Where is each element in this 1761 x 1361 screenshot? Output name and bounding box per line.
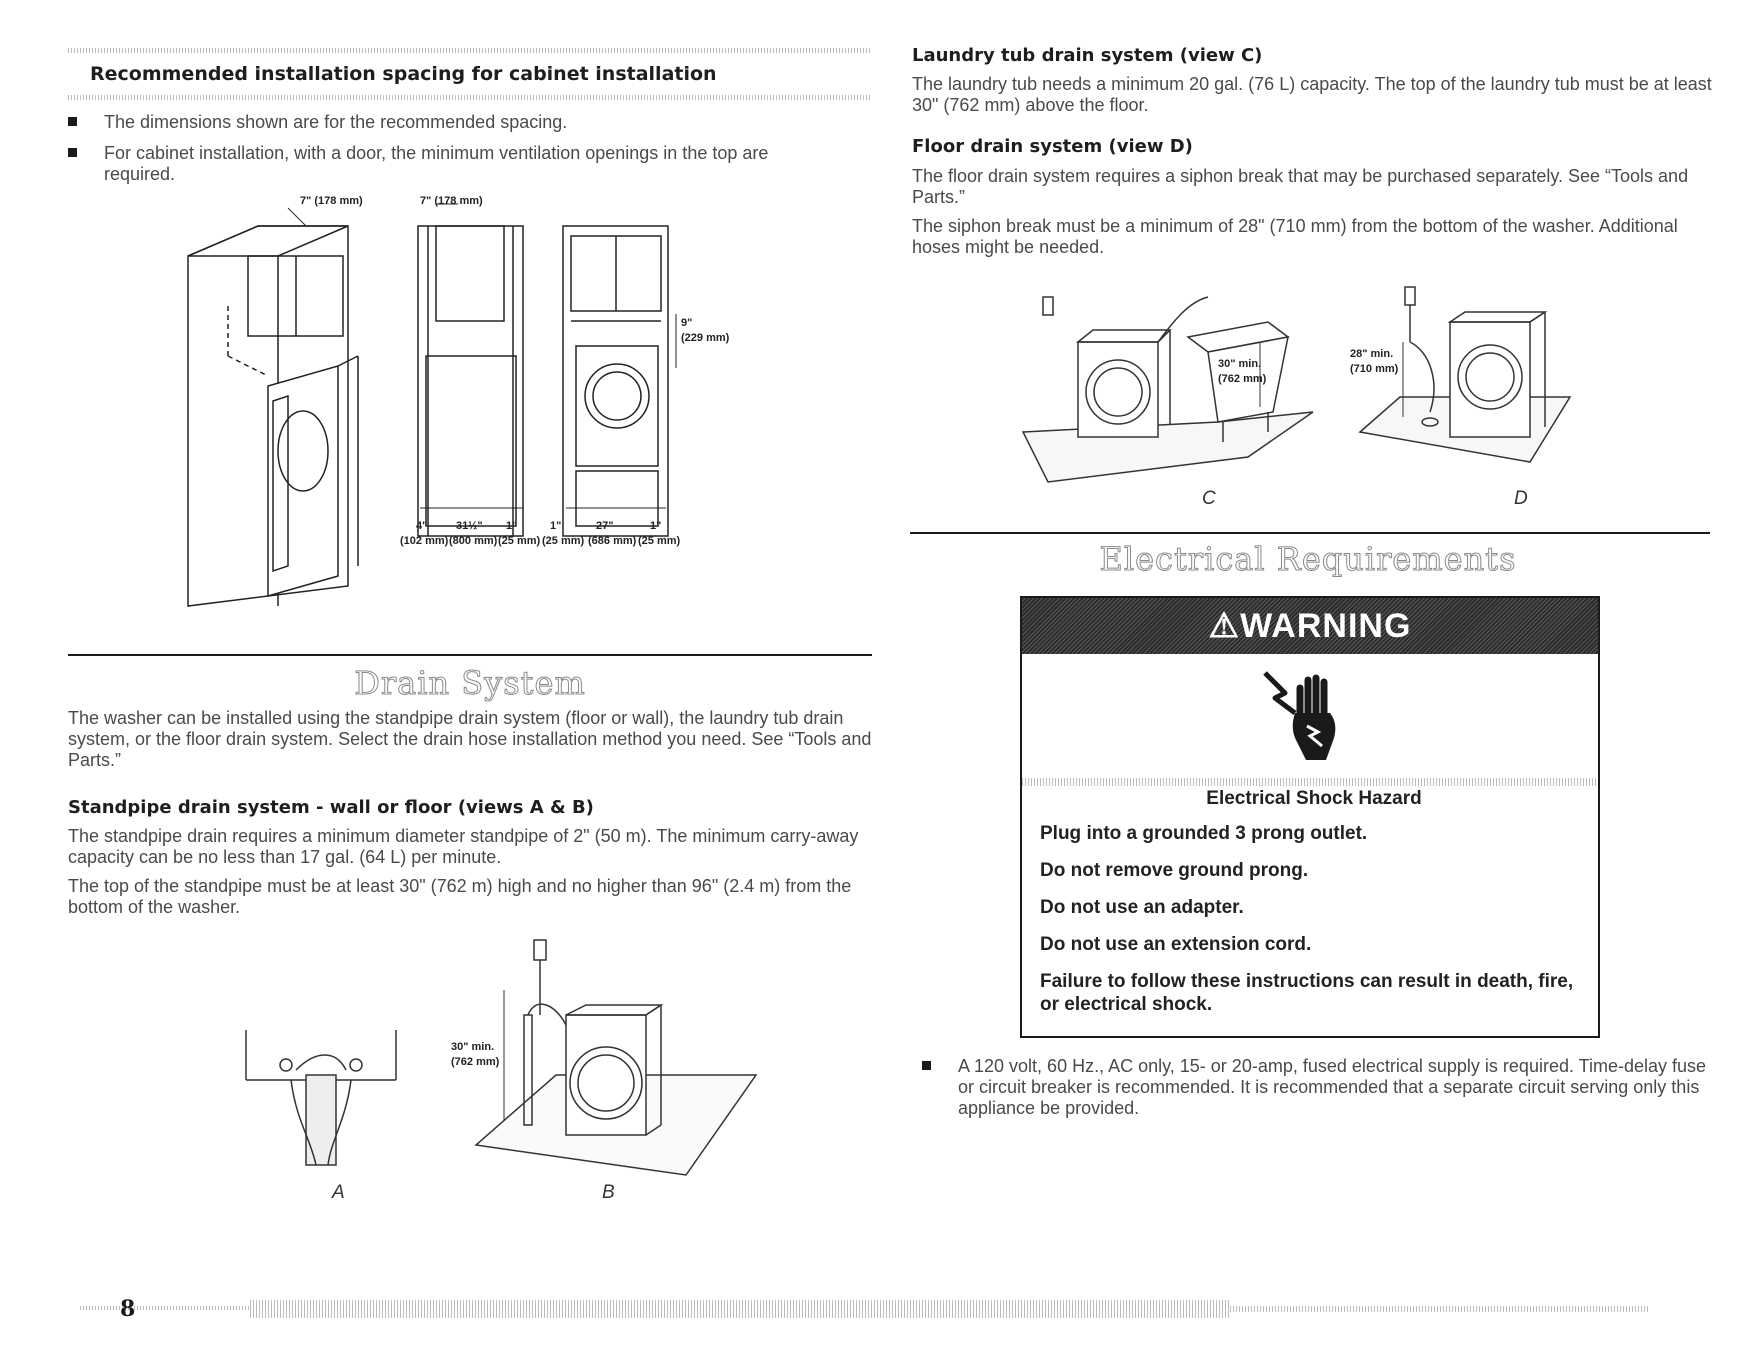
dim-right-in: 9" [681, 317, 693, 329]
fig-c-dim-1: 30" min. [1218, 358, 1262, 370]
spacing-section-header [68, 48, 872, 100]
dim-bottom-mm-2: (800 mm) [449, 535, 498, 547]
section-divider [910, 532, 1710, 534]
warning-line-3: Do not use an adapter. [1040, 897, 1244, 918]
spacing-bullet-1: The dimensions shown are for the recommended spacing. [68, 112, 868, 133]
footer-line-right [1230, 1306, 1650, 1312]
electric-shock-hand-icon [1260, 668, 1360, 768]
bullet-marker [922, 1061, 931, 1070]
fig-b-dim-1: 30" min. [451, 1041, 495, 1053]
figure-c-label: C [1202, 488, 1216, 509]
cabinet-spacing-diagram [188, 196, 828, 626]
drain-intro: The washer can be installed using the standpipe drain system (floor or wall), the laundry tub drain system, or the floor drain system. Select the drain hose installation method you need. See “Tools and Parts.” [68, 708, 872, 770]
figure-a-wall-standpipe [236, 1020, 416, 1170]
dim-bottom-mm-1: (102 mm) [400, 535, 449, 547]
laundry-tub-title: Laundry tub drain system (view C) [912, 45, 1263, 66]
bullet-marker [68, 148, 77, 157]
figure-b-label: B [602, 1182, 615, 1203]
spacing-title: Recommended installation spacing for cabinet installation [90, 63, 717, 85]
standpipe-text-2: The top of the standpipe must be at least 30" (762 m) high and no higher than 96" (2.4 m) from the bottom of the washer. [68, 876, 852, 917]
footer-line-left [80, 1306, 250, 1310]
standpipe-title: Standpipe drain system - wall or floor (views A & B) [68, 797, 594, 818]
warning-divider [1022, 778, 1598, 786]
laundry-tub-text: The laundry tub needs a minimum 20 gal. (76 L) capacity. The top of the laundry tub must be at least 30" (762 mm) above the floor. [912, 74, 1712, 115]
dim-bottom-mm-6: (25 mm) [638, 535, 681, 547]
figure-d-floor-drain [1350, 282, 1590, 472]
dim-bottom-in-5: 27" [596, 520, 614, 532]
header-top-bar [68, 48, 872, 53]
floor-drain-text-2: The siphon break must be a minimum of 28" (710 mm) from the bottom of the washer. Additional hoses might be needed. [912, 216, 1678, 257]
bullet-marker [68, 117, 77, 126]
spacing-bullets [68, 112, 868, 195]
dim-right-mm: (229 mm) [681, 332, 730, 344]
page-number: 8 [120, 1296, 136, 1322]
warning-header [1022, 598, 1598, 654]
warning-line-1: Plug into a grounded 3 prong outlet. [1040, 823, 1368, 844]
figure-b-floor-standpipe [451, 935, 766, 1180]
dim-bottom-in-2: 31½" [456, 520, 483, 532]
dim-bottom-in-4: 1" [550, 520, 562, 532]
dim-bottom-in-6: 1" [650, 520, 662, 532]
drain-system-heading: Drain System [354, 664, 586, 702]
warning-line-2: Do not remove ground prong. [1040, 860, 1309, 881]
dim-bottom-in-1: 4" [416, 520, 428, 532]
standpipe-text-1: The standpipe drain requires a minimum diameter standpipe of 2" (50 m). The minimum carry-away capacity can be no less than 17 gal. (64 L) per minute. [68, 826, 859, 867]
dim-top-mid: 7" (178 mm) [420, 195, 483, 207]
dim-bottom-mm-5: (686 mm) [588, 535, 637, 547]
electrical-heading: Electrical Requirements [1099, 540, 1517, 578]
warning-line-5: Failure to follow these instructions can result in death, fire, or electrical shock. [1040, 971, 1574, 1015]
footer-bar [250, 1300, 1230, 1318]
electrical-bullets [922, 1056, 1712, 1129]
floor-drain-text-1: The floor drain system requires a siphon break that may be purchased separately. See “Tools and Parts.” [912, 166, 1689, 207]
dim-top-left: 7" (178 mm) [300, 195, 363, 207]
fig-d-dim-2: (710 mm) [1350, 363, 1399, 375]
warning-line-4: Do not use an extension cord. [1040, 934, 1312, 955]
figure-c-laundry-tub [1018, 282, 1318, 482]
spacing-bullet-2: For cabinet installation, with a door, the minimum ventilation openings in the top are required. [68, 143, 868, 185]
dim-bottom-in-3: 1" [506, 520, 518, 532]
fig-c-dim-2: (762 mm) [1218, 373, 1267, 385]
warning-triangle-icon: ⚠ [1208, 607, 1241, 645]
figure-d-label: D [1514, 488, 1528, 509]
fig-d-dim-1: 28" min. [1350, 348, 1394, 360]
dim-bottom-mm-4: (25 mm) [542, 535, 585, 547]
hazard-title: Electrical Shock Hazard [1206, 788, 1422, 809]
electrical-bullet-1: A 120 volt, 60 Hz., AC only, 15- or 20-amp, fused electrical supply is required. Time-delay fuse or circuit breaker is recommended. It is recommended that a separate circuit serving only this appliance be provided. [922, 1056, 1712, 1119]
floor-drain-title: Floor drain system (view D) [912, 136, 1193, 157]
dim-bottom-mm-3: (25 mm) [498, 535, 541, 547]
warning-box [1020, 596, 1600, 1038]
header-bottom-bar [68, 95, 872, 100]
section-divider [68, 654, 872, 656]
warning-text [1040, 788, 1588, 1030]
fig-b-dim-2: (762 mm) [451, 1056, 500, 1068]
warning-title: ⚠WARNING [1208, 607, 1412, 645]
figure-a-label: A [332, 1182, 345, 1203]
